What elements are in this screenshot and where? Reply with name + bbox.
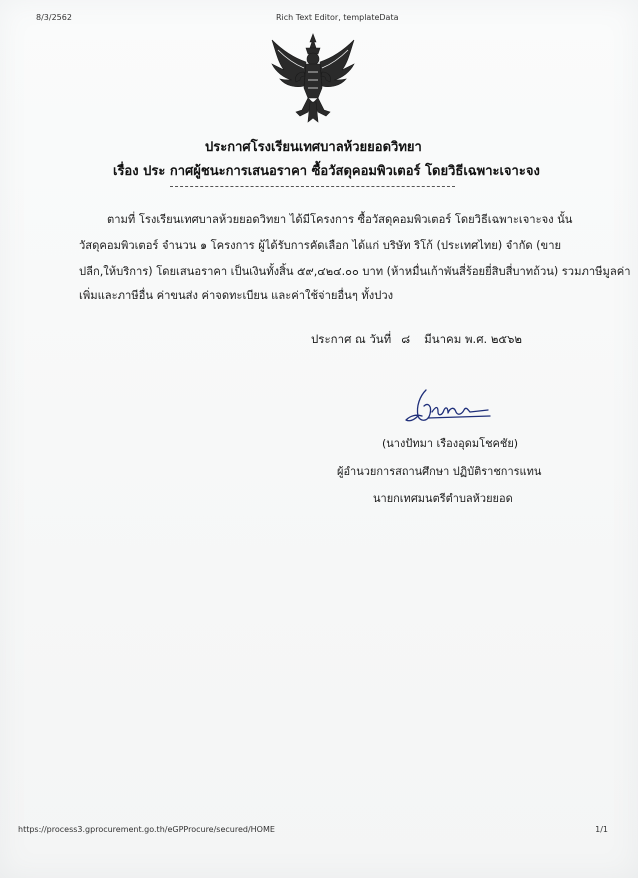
body-line-2: วัสดุคอมพิวเตอร์ จำนวน ๑ โครงการ ผู้ได้รับการคัดเลือก ได้แก่ บริษัท ริโก้ (ประเทศไทย) จำกัด (ขาย (79, 239, 562, 252)
signer-name: (นางปัทมา เรืองอุดมโชคชัย) (382, 437, 519, 450)
signer-position-on-behalf: นายกเทศมนตรีตำบลห้วยยอด (373, 492, 513, 505)
announce-month-year: มีนาคม พ.ศ. ๒๕๖๒ (424, 332, 522, 346)
garuda-emblem-icon (266, 32, 360, 124)
announce-prefix: ประกาศ ณ วันที่ (311, 332, 392, 346)
body-line-3: ปลีก,ให้บริการ) โดยเสนอราคา เป็นเงินทั้งสิ้น ๕๙,๔๒๔.๐๐ บาท (ห้าหมื่นเก้าพันสี่ร้อยยี่สิบสี่บาทถ้วน) รวมภาษีมูลค่า (79, 265, 631, 278)
document-title: ประกาศโรงเรียนเทศบาลห้วยยอดวิทยา (205, 140, 422, 155)
body-line-4: เพิ่มและภาษีอื่น ค่าขนส่ง ค่าจดทะเบียน และค่าใช้จ่ายอื่นๆ ทั้งปวง (79, 289, 394, 302)
print-date: 8/3/2562 (36, 13, 72, 22)
print-title: Rich Text Editor, templateData (276, 13, 399, 22)
announce-day: ๘ (401, 332, 411, 346)
footer-page-number: 1/1 (595, 825, 608, 834)
handwritten-signature (398, 386, 498, 428)
body-line-1: ตามที่ โรงเรียนเทศบาลห้วยยอดวิทยา ได้มีโครงการ ซื้อวัสดุคอมพิวเตอร์ โดยวิธีเฉพาะเจาะจง นั้น (107, 213, 573, 226)
signer-position: ผู้อำนวยการสถานศึกษา ปฏิบัติราชการแทน (337, 465, 542, 478)
separator-line (170, 186, 455, 187)
document-subject: เรื่อง ประ กาศผู้ชนะการเสนอราคา ซื้อวัสดุคอมพิวเตอร์ โดยวิธีเฉพาะเจาะจง (113, 164, 540, 179)
announce-date (311, 331, 522, 349)
footer-url: https://process3.gprocurement.go.th/eGPProcure/secured/HOME (18, 825, 275, 834)
